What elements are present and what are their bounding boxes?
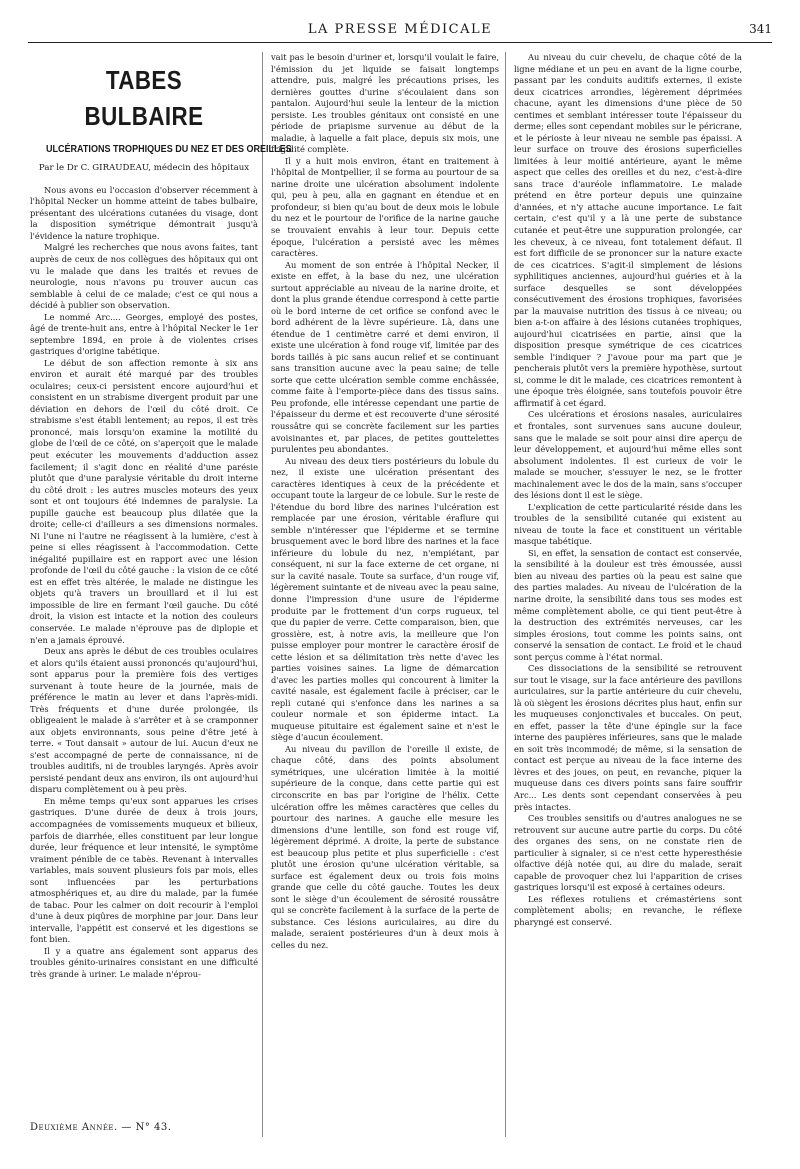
issue-footer: Deuxième Année. — N° 43.: [30, 1122, 172, 1133]
paragraph: Nous avons eu l'occasion d'observer récemment à l'hôpital Necker un homme atteint de tabes bulbaire, présentant des ulcérations cutanées du visage, dont la disposition symétrique démontrait jusqu'à l'évidence la nature trophique.: [30, 184, 258, 241]
article-title: TABES BULBAIRE: [84, 65, 204, 132]
paragraph: Au moment de son entrée à l'hôpital Necker, il existe en effet, à la base du nez, une ulcération surtout appréciable au niveau de la narine droite, et dont la plus grande étendue correspond à cette partie où le bord interne de cet orifice se confond avec le bord adhérent de la lèvre supérieure. Là, dans une étendue de 1 centimètre carré et demi environ, il existe une ulcération à fond rouge vif, limitée par des bords taillés à pic sans aucun relief et se continuant sans transition aucune avec la peau saine; de telle sorte que cette ulcération semble comme enchâssée, comme faite à l'emporte-pièce dans des tissus sains. Peu profonde, elle intéresse cependant une partie de l'épaisseur du derme et est recouverte d'une sérosité roussâtre qui se concrète facilement sur les parties avoisinantes et, par places, de petites gouttelettes purulentes peu abondantes.: [271, 259, 500, 455]
paragraph: Deux ans après le début de ces troubles oculaires et alors qu'ils étaient aussi prononcés qu'aujourd'hui, sont apparus pour la première fois des vertiges survenant à toute heure de la journée, mais de préférence le matin au lever et dans l'après-midi. Très fréquents et d'une durée prolongée, ils obligeaient le malade à s'arrêter et à se cramponner aux objets environnants, sous peine d'être jeté à terre. « Tout dansait » autour de lui. Aucun d'eux ne s'est accompagné de perte de connaissance, ni de troubles auditifs, ni de troubles laryngés. Après avoir persisté pendant deux ans environ, ils ont aujourd'hui disparu complètement ou à peu près.: [30, 646, 258, 795]
paragraph: Ces ulcérations et érosions nasales, auriculaires et frontales, sont survenues sans aucune douleur, sans que le malade se soit pour ainsi dire aperçu de leur développement, et aujourd'hui même elles sont absolument indolentes. Il est curieux de voir le malade se moucher, s'essuyer le nez, se le frotter machinalement avec le dos de la main, sans s'occuper des lésions dont il est le siège.: [514, 409, 742, 501]
paragraph: Ces dissociations de la sensibilité se retrouvent sur tout le visage, sur la face antérieure des pavillons auriculaires, sur la partie antérieure du cuir chevelu, là où siègent les érosions décrites plus haut, enfin sur les muqueuses conjonctivales et buccales. On peut, en effet, passer la tête d'une épingle sur la face interne des paupières inférieures, sans que le malade en soit très incommodé; de même, si la sensation de contact est perçue au niveau de la face interne des lèvres et des joues, on peut, en revanche, piquer la muqueuse dans ces divers points sans faire souffrir Arc... Les dents sont cependant conservées à peu près intactes.: [514, 663, 742, 812]
column-divider: [505, 52, 506, 1137]
column-1-body: [30, 185, 258, 981]
journal-title: LA PRESSE MÉDICALE: [307, 22, 493, 37]
page-number: 341: [749, 22, 772, 36]
paragraph: Si, en effet, la sensation de contact est conservée, la sensibilité à la douleur est très émoussée, aussi bien au niveau des parties où la peau est saine que des parties malades. Au niveau de l'ulcération de la narine droite, la sensibilité dans tous ses modes est même complètement abolie, ce qui tient peut-être à la destruction des extrémités nerveuses, car les simples érosions, tout comme les points sains, ont conservé la sensation de contact. Le froid et le chaud sont perçus comme à l'état normal.: [514, 547, 742, 662]
article-subtitle: ULCÉRATIONS TROPHIQUES DU NEZ ET DES OREILLES: [45, 143, 292, 156]
page-header: [28, 20, 772, 43]
paragraph: Au niveau du pavillon de l'oreille il existe, de chaque côté, dans des points absolument symétriques, une ulcération limitée à la moitié supérieure de la conque, dans cette partie qui est circonscrite en bas par l'origine de l'hélix. Cette ulcération offre les mêmes caractères que celles du pourtour des narines. A gauche elle mesure les dimensions d'une lentille, son fond est rouge vif, légèrement déprimé. A droite, la perte de substance est beaucoup plus petite et plus superficielle : c'est plutôt une érosion qu'une ulcération véritable, sa surface est également deux ou trois fois moins grande que celle du côté gauche. Toutes les deux sont le siège d'un écoulement de sérosité roussâtre qui se concrète facilement à la surface de la perte de substance. Ces lésions auriculaires, au dire du malade, seraient postérieures d'un à deux mois à celles du nez.: [271, 743, 499, 950]
paragraph: Il y a huit mois environ, étant en traitement à l'hôpital de Montpellier, il se forma au pourtour de sa narine droite une ulcération absolument indolente qui, peu à peu, alla en gagnant en étendue et en profondeur, si bien qu'au bout de deux mois le lobule du nez et le pourtour de l'orifice de la narine gauche se trouvaient envahis à leur tour. Depuis cette époque, l'ulcération a persisté avec les mêmes caractères.: [271, 155, 499, 259]
paragraph: Le début de son affection remonte à six ans environ et aurait été marqué par des troubles oculaires; ceux-ci persistent encore aujourd'hui et consistent en un strabisme divergent produit par une déviation en dehors de l'œil du côté droit. Ce strabisme s'est établi lentement; au repos, il est très prononcé, mais lorsqu'on examine la motilité du globe de l'œil de ce côté, on s'aperçoit que le malade peut exécuter les mouvements d'adduction assez facilement; il s'agit donc en réalité d'une parésie plutôt que d'une paralysie véritable du droit interne du côté droit : les autres muscles moteurs des yeux sont et ont toujours été indemnes de paralysie. La pupille gauche est beaucoup plus dilatée que la droite; celle-ci d'ailleurs a ses dimensions normales. Ni l'une ni l'autre ne réagissent à la lumière, c'est à peine si elles réagissent à l'accommodation. Cette inégalité pupillaire est en rapport avec une lésion profonde de l'œil du côté gauche : la vision de ce côté est en effet très altérée, le malade ne distingue les objets qu'à travers un brouillard et il lui est impossible de lire en fermant l'œil gauche. Du côté droit, la vision est intacte et la notion des couleurs conservée. Le malade n'éprouve pas de diplopie et n'en a jamais éprouvé.: [30, 357, 258, 645]
paragraph: Au niveau du cuir chevelu, de chaque côté de la ligne médiane et un peu en avant de la ligne courbe, passant par les conduits auditifs externes, il existe deux cicatrices arrondies, légèrement déprimées chacune, ayant les dimensions d'une pièce de 50 centimes et semblant intéresser toute l'épaisseur du derme; elles sont cependant mobiles sur le péricrane, et le périoste à leur niveau ne semble pas épaissi. A leur surface on trouve des érosions superficielles limitées à leur moitié antérieure, ayant le même aspect que celles des oreilles et du nez, c'est-à-dire sans trace d'auréole inflammatoire. Le malade prétend en être porteur depuis une quinzaine d'années, et n'y attache aucune importance. Le fait certain, c'est qu'il y a là une perte de substance cutanée et peut-être une suppuration prolongée, car les cheveux, à ce niveau, font totalement défaut. Il est fort difficile de se prononcer sur la nature exacte de ces cicatrices. S'agit-il simplement de lésions syphilitiques anciennes, aujourd'hui guéries et à la surface desquelles se sont développées consécutivement des érosions trophiques, favorisées par la mauvaise nutrition des tissus à ce niveau; ou bien a-t-on affaire à des lésions cutanées trophiques, aujourd'hui cicatrisées en partie, ainsi que la disposition presque symétrique de ces cicatrices semble l'indiquer ? J'avoue pour ma part que je pencherais plutôt vers la première hypothèse, surtout si, comme le dit le malade, ces cicatrices remontent à une époque très éloignée, sans toutefois pouvoir être affirmatif à cet égard.: [514, 52, 742, 408]
article-author: Par le Dr C. GIRAUDEAU, médecin des hôpitaux: [38, 162, 250, 173]
paragraph: Le nommé Arc.... Georges, employé des postes, âgé de trente-huit ans, entre à l'hôpital Necker le 1er septembre 1894, en proie à de violentes crises gastriques d'origine tabétique.: [30, 311, 258, 357]
paragraph: vait pas le besoin d'uriner et, lorsqu'il voulait le faire, l'émission du jet liquide se faisait longtemps attendre, puis, malgré les précautions prises, les dernières gouttes d'urine s'écoulaient dans son pantalon. Aujourd'hui seule la lenteur de la miction persiste. Les troubles génitaux ont consisté en une période de priapisme survenue au début de la maladie, à laquelle a fait place, depuis six mois, une frigidité complète.: [271, 52, 499, 155]
column-divider: [262, 52, 263, 1137]
paragraph: Au niveau des deux tiers postérieurs du lobule du nez, il existe une ulcération présentant des caractères identiques à ceux de la précédente et occupant toute la largeur de ce lobule. Sur le reste de l'étendue du bord libre des narines l'ulcération est remplacée par une érosion, véritable éraflure qui semble n'intéresser que l'épiderme et se termine brusquement avec le bord libre des narines et la face inférieure du lobule du nez, n'empiétant, par conséquent, ni sur la face externe de cet organe, ni sur la cavité nasale. Toute sa surface, d'un rouge vif, légèrement suintante et de niveau avec la peau saine, donne l'impression d'une usure de l'épiderme produite par le frottement d'un corps rugueux, tel que du papier de verre. Cette comparaison, bien, que grossière, est, à notre avis, la meilleure que l'on puisse employer pour montrer le caractère érosif de cette lésion et sa délimitation très nette d'avec les parties voisines saines. La ligne de démarcation d'avec les parties molles qui concourent à limiter la cavité nasale, est également facile à préciser, car le repli cutané qui s'enfonce dans les narines a sa couleur normale et son épiderme intact. La muqueuse pituitaire est également saine et n'est le siège d'aucun écoulement.: [271, 455, 499, 743]
column-1: [30, 56, 292, 1141]
paragraph: L'explication de cette particularité réside dans les troubles de la sensibilité cutanée qui existent au niveau de toute la face et constituent un véritable masque tabétique.: [514, 501, 742, 547]
paragraph: En même temps qu'eux sont apparues les crises gastriques. D'une durée de deux à trois jours, accompagnées de vomissements muqueux et bilieux, parfois de diarrhée, elles constituent par leur longue durée, leur fréquence et leur intensité, le symptôme vraiment pénible de ce tabès. Revenant à intervalles variables, mais souvent plusieurs fois par mois, elles sont influencées par les perturbations atmosphériques et, au dire du malade, par la fumée de tabac. Pour les calmer on doit recourir à l'emploi d'une à deux piqûres de morphine par jour. Dans leur intervalle, l'appétit est conservé et les digestions se font bien.: [30, 795, 258, 945]
paragraph: Malgré les recherches que nous avons faites, tant auprès de ceux de nos collègues des hôpitaux qui ont vu le malade que dans les traités et revues de neurologie, nous n'avons pu trouver aucun cas semblable à celui de ce malade; c'est ce qui nous a décidé à publier son observation.: [30, 242, 258, 311]
paragraph: Ces troubles sensitifs ou d'autres analogues ne se retrouvent sur aucune autre partie du corps. Du côté des organes des sens, on ne constate rien de particulier à signaler, si ce n'est cette hyperesthésie olfactive déjà notée qui, au dire du malade, serait capable de provoquer chez lui l'apparition de crises gastriques lorsqu'il est exposé à certaines odeurs.: [514, 813, 742, 893]
column-3: [514, 52, 742, 1137]
column-2: [271, 52, 499, 1137]
paragraph: Les réflexes rotuliens et crémastériens sont complètement abolis; en revanche, le réflexe pharyngé est conservé.: [514, 893, 742, 927]
paragraph: Il y a quatre ans également sont apparus des troubles génito-urinaires consistant en une difficulté très grande à uriner. Le malade n'éprou-: [30, 945, 258, 979]
